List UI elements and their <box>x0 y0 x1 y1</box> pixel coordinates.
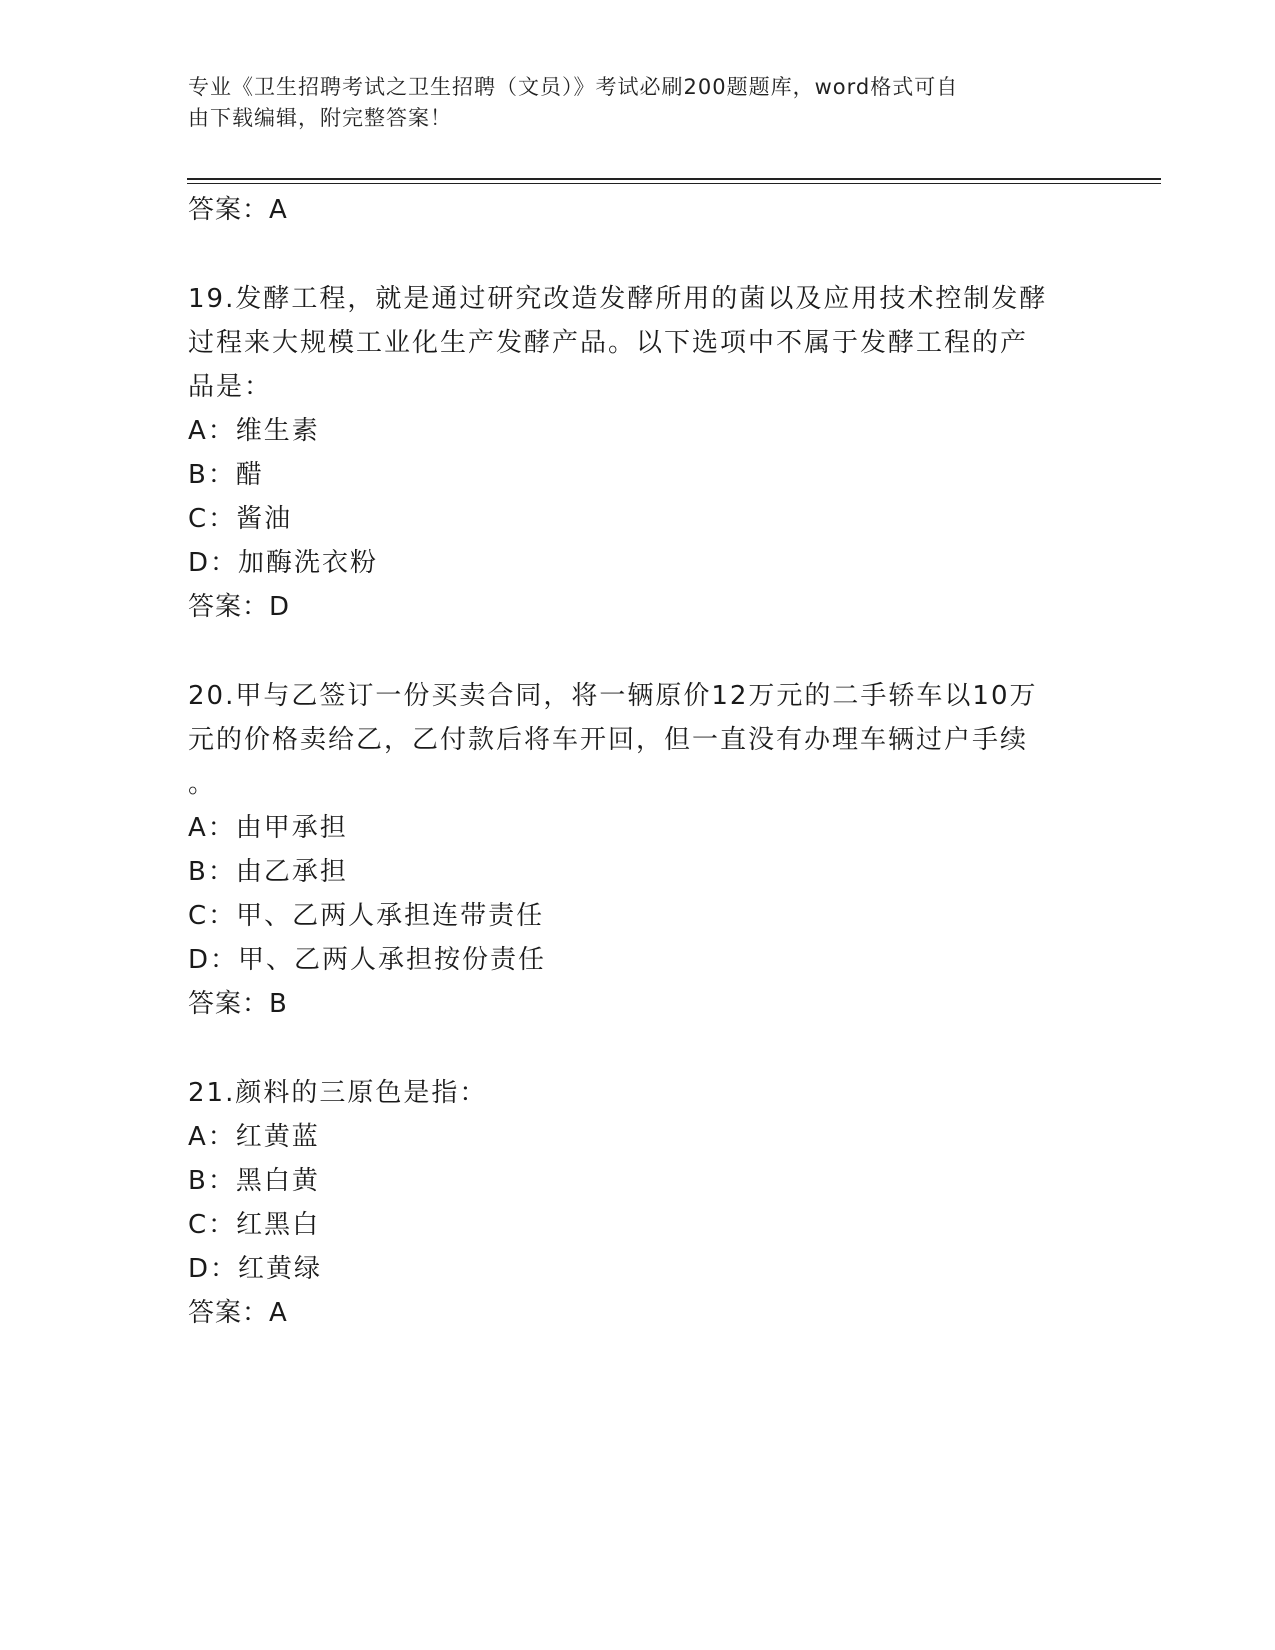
q20-option-c: C：甲、乙两人承担连带责任 <box>188 901 545 931</box>
header-line-2: 由下载编辑，附完整答案！ <box>188 106 452 130</box>
q21-option-d: D：红黄绿 <box>188 1254 323 1284</box>
q19-option-d: D：加酶洗衣粉 <box>188 548 379 578</box>
q20-option-d: D：甲、乙两人承担按份责任 <box>188 945 547 975</box>
answer-previous: 答案：A <box>188 195 288 225</box>
q19-option-a: A：维生素 <box>188 416 320 446</box>
document-header <box>188 72 1068 134</box>
q20-text-line-2: 元的价格卖给乙，乙付款后将车开回，但一直没有办理车辆过户手续 <box>188 725 1029 755</box>
q19-answer: 答案：D <box>188 592 291 622</box>
q19-text-line-2: 过程来大规模工业化生产发酵产品。以下选项中不属于发酵工程的产 <box>188 328 1029 358</box>
q21-option-b: B：黑白黄 <box>188 1166 320 1196</box>
header-divider-thin <box>187 183 1161 184</box>
q20-text-line-3: 。 <box>188 769 217 799</box>
q20-text-line-1: 20.甲与乙签订一份买卖合同，将一辆原价12万元的二手轿车以10万 <box>188 681 1038 711</box>
q19-option-b: B：醋 <box>188 460 264 490</box>
q20-answer: 答案：B <box>188 989 288 1019</box>
q21-option-a: A：红黄蓝 <box>188 1122 320 1152</box>
q20-option-b: B：由乙承担 <box>188 857 348 887</box>
q19-text-line-1: 19.发酵工程，就是通过研究改造发酵所用的菌以及应用技术控制发酵 <box>188 284 1048 314</box>
q20-option-a: A：由甲承担 <box>188 813 348 843</box>
q21-text-line-1: 21.颜料的三原色是指： <box>188 1078 488 1108</box>
header-line-1: 专业《卫生招聘考试之卫生招聘（文员）》考试必刷200题题库，word格式可自 <box>188 75 959 99</box>
header-divider-thick <box>187 178 1161 180</box>
q19-option-c: C：酱油 <box>188 504 293 534</box>
q21-option-c: C：红黑白 <box>188 1210 321 1240</box>
q21-answer: 答案：A <box>188 1298 288 1328</box>
q19-text-line-3: 品是： <box>188 372 273 402</box>
